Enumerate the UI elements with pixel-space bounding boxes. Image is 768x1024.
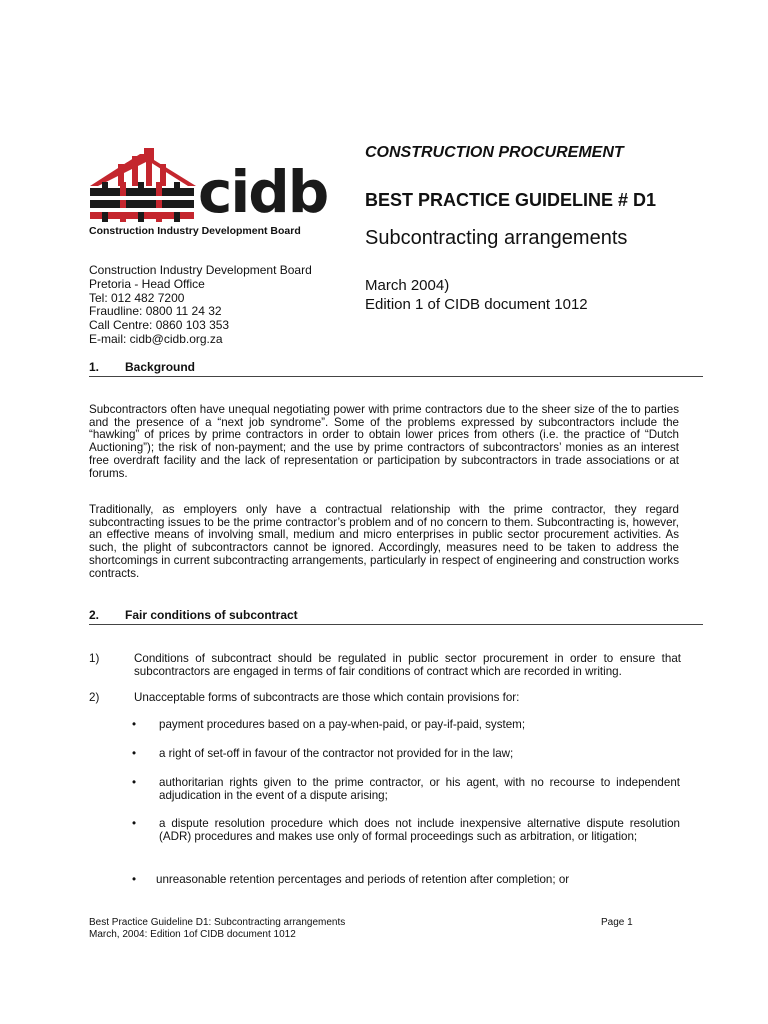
bullet-item	[132, 874, 680, 887]
item-number: 1)	[89, 652, 100, 665]
section-number: 1.	[89, 360, 100, 374]
contact-call-centre: Call Centre: 0860 103 353	[89, 318, 230, 333]
contact-block	[89, 264, 312, 347]
section-heading-background	[89, 360, 703, 377]
footer-line-2: March, 2004: Edition 1of CIDB document 1012	[89, 928, 296, 940]
paragraph: Traditionally, as employers only have a contractual relationship with the prime contractor, they regard subcontracting issues to be the prime contractor’s problem and of no concern to them. Subcontracting is, however, an effective means of involving small, medium and micro enterprises in public sector procurement activities. As such, the plight of subcontractors cannot be ignored. Accordingly, measures need to be taken to address the shortcomings in current subcontracting arrangements, particularly in respect of engineering and construction works contracts.	[89, 503, 679, 580]
bullet-text: a dispute resolution procedure which does not include inexpensive alternative dispute resolution (ADR) procedures and makes use only of formal proceedings such as arbitration, or litigation;	[159, 817, 680, 843]
section-number: 2.	[89, 608, 100, 622]
bullet-item	[132, 719, 680, 732]
item-text: Conditions of subcontract should be regulated in public sector procurement in order to ensure that subcontractors are engaged in terms of fair conditions of contract which are recorded in writing.	[134, 652, 681, 678]
bullet-icon: •	[132, 747, 137, 760]
contact-org: Construction Industry Development Board	[89, 263, 312, 277]
numbered-item	[89, 653, 681, 678]
document-subtitle: Subcontracting arrangements	[365, 227, 628, 249]
page-footer	[89, 917, 345, 940]
contact-tel: Tel: 012 482 7200	[89, 290, 185, 305]
bullet-icon: •	[132, 776, 137, 789]
bullet-icon: •	[132, 873, 137, 886]
cidb-logo	[88, 146, 328, 242]
item-text: Unacceptable forms of subcontracts are those which contain provisions for:	[134, 691, 520, 704]
paragraph: Subcontractors often have unequal negotiating power with prime contractors due to the sheer size of the to parties and the presence of a “next job syndrome”. Some of the problems expressed by subcontractors include the “hawking” of prices by prime contractors in order to obtain lower prices from others (i.e. the practice of “Dutch Auctioning”); the risk of non-payment; and the use by prime contractors of subcontractors’ monies as an interest free overdraft facility and the lack of representation or participation by subcontractors in trade associations or at forums.	[89, 403, 679, 480]
footer-line-1: Best Practice Guideline D1: Subcontracting arrangements	[89, 917, 346, 928]
edition-line: Edition 1 of CIDB document 1012	[365, 296, 588, 313]
date-line: March 2004)	[365, 277, 450, 294]
bullet-text: payment procedures based on a pay-when-paid, or pay-if-paid, system;	[159, 718, 526, 731]
bullet-item	[132, 748, 680, 761]
bullet-icon: •	[132, 817, 137, 830]
contact-email: E-mail: cidb@cidb.org.za	[89, 331, 223, 346]
document-date	[365, 276, 588, 314]
bullet-text: a right of set-off in favour of the contractor not provided for in the law;	[159, 747, 514, 760]
section-heading-fair-conditions	[89, 608, 703, 625]
bullet-text: authoritarian rights given to the prime contractor, or his agent, with no recourse to independent adjudication in the event of a dispute arising;	[159, 776, 680, 802]
cidb-logo-mark-icon	[88, 146, 198, 226]
section-title: Fair conditions of subcontract	[125, 608, 298, 622]
bullet-text: unreasonable retention percentages and periods of retention after completion; or	[156, 873, 570, 886]
contact-fraudline: Fraudline: 0800 11 24 32	[89, 304, 222, 319]
logo-wordmark: cidb	[198, 158, 328, 226]
bullet-item	[132, 818, 680, 843]
numbered-item	[89, 692, 681, 705]
document-kicker: CONSTRUCTION PROCUREMENT	[365, 144, 624, 161]
section-title: Background	[125, 360, 196, 374]
document-title: BEST PRACTICE GUIDELINE # D1	[365, 190, 657, 210]
bullet-item	[132, 777, 680, 802]
item-number: 2)	[89, 691, 100, 704]
bullet-icon: •	[132, 718, 137, 731]
logo-caption: Construction Industry Development Board	[89, 225, 301, 237]
contact-office: Pretoria - Head Office	[89, 276, 205, 291]
page-number: Page 1	[601, 917, 633, 928]
